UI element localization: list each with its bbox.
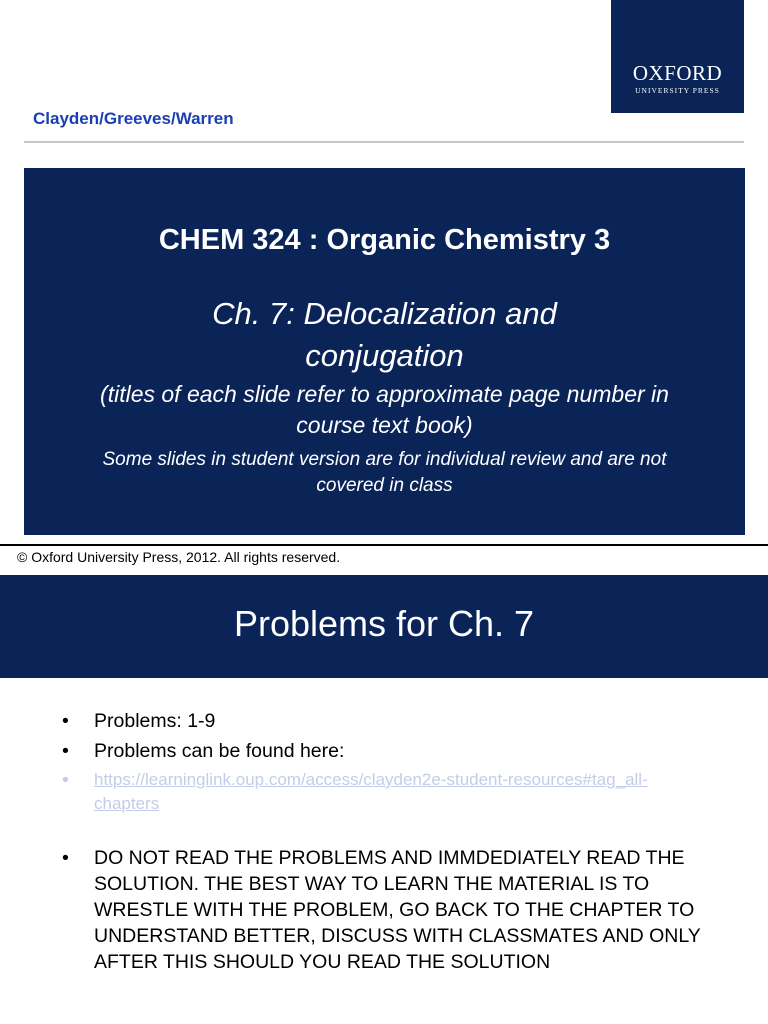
chapter-title: Ch. 7: Delocalization and conjugation: [212, 296, 557, 373]
list-item: [62, 845, 712, 975]
logo-subtitle: UNIVERSITY PRESS: [635, 86, 720, 95]
bullet-icon: •: [62, 769, 69, 791]
resources-link[interactable]: https://learninglink.oup.com/access/clayden2e-student-resources#tag_all-chapters: [94, 770, 648, 813]
copyright-notice: © Oxford University Press, 2012. All rights reserved.: [17, 549, 341, 565]
problems-header: [0, 575, 768, 678]
list-item: [62, 708, 712, 734]
problems-title: Problems for Ch. 7: [233, 603, 535, 644]
authors: Clayden/Greeves/Warren: [33, 109, 234, 128]
review-note: Some slides in student version are for individual review and are not covered in class: [102, 449, 667, 496]
logo-word: OXFORD: [632, 61, 723, 85]
title-box: [24, 168, 745, 535]
bullet-icon: •: [62, 740, 69, 762]
course-title: CHEM 324 : Organic Chemistry 3: [158, 224, 611, 256]
bullet-text: Problems can be found here:: [94, 740, 345, 762]
list-item: [62, 768, 712, 816]
problems-bullet-list: [62, 708, 712, 975]
bullet-text: DO NOT READ THE PROBLEMS AND IMMDEDIATELY READ THE SOLUTION. THE BEST WAY TO LEARN THE MATERIAL IS TO WRESTLE WITH THE PROBLEM, GO BACK TO THE CHAPTER TO UNDERSTAND BETTER, DISCUSS WITH CLASSMATES AND ONLY AFTER THIS SHOULD YOU READ THE SOLUTION: [94, 847, 701, 973]
page-reference-note: (titles of each slide refer to approximate page number in course text book): [100, 381, 669, 438]
bullet-text: Problems: 1-9: [94, 710, 216, 732]
header-divider: [24, 141, 744, 143]
list-item: [62, 738, 712, 764]
oxford-logo: [611, 0, 744, 113]
bullet-icon: •: [62, 710, 69, 732]
slide-separator: [0, 544, 768, 546]
bullet-icon: •: [62, 847, 69, 869]
